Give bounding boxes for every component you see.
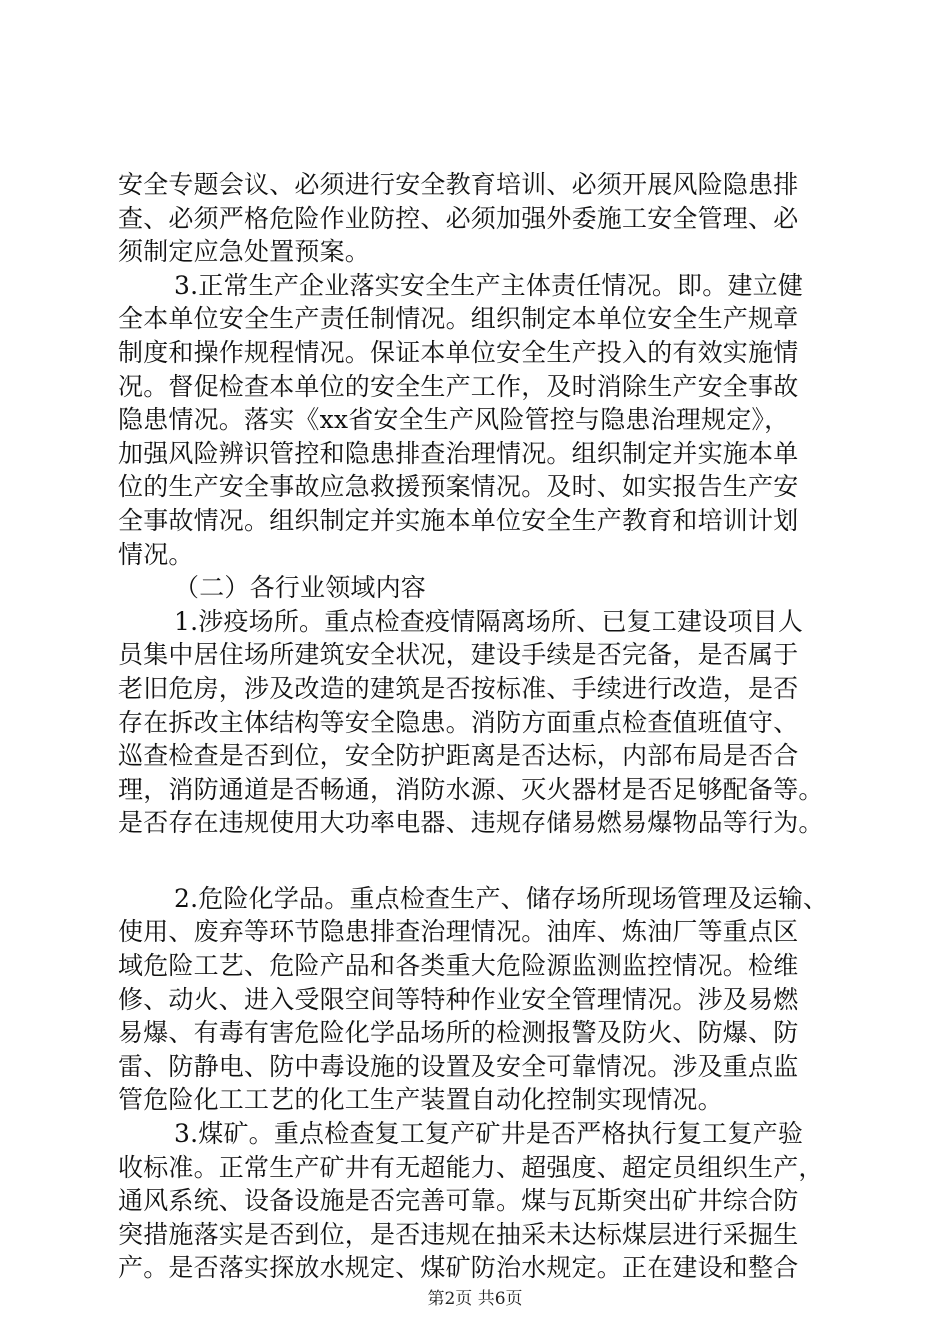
text-line: 修、动火、进入受限空间等特种作业安全管理情况。涉及易燃 [118, 984, 799, 1014]
text-line: 隐患情况。落实《xx省安全生产风险管控与隐患治理规定》， [118, 405, 790, 435]
text-line: 产。是否落实探放水规定、煤矿防治水规定。正在建设和整合 [118, 1253, 799, 1283]
text-line: 域危险工艺、危险产品和各类重大危险源监测监控情况。检维 [118, 951, 799, 981]
text-line: 况。督促检查本单位的安全生产工作，及时消除生产安全事故 [118, 371, 799, 401]
text-line: 3.正常生产企业落实安全生产主体责任情况。即。建立健 [174, 270, 804, 300]
text-line: 须制定应急处置预案。 [118, 237, 371, 267]
paragraph-gap [118, 840, 834, 882]
text-line: 雷、防静电、防中毒设施的设置及安全可靠情况。涉及重点监 [118, 1051, 799, 1081]
text-line: 巡查检查是否到位，安全防护距离是否达标，内部布局是否合 [118, 741, 799, 771]
text-line: 情况。 [118, 539, 194, 569]
text-line: 2.危险化学品。重点检查生产、储存场所现场管理及运输、 [174, 883, 829, 913]
text-line: 管危险化工工艺的化工生产装置自动化控制实现情况。 [118, 1085, 723, 1115]
text-line: 易爆、有毒有害危险化学品场所的检测报警及防火、防爆、防 [118, 1018, 799, 1048]
text-line: 通风系统、设备设施是否完善可靠。煤与瓦斯突出矿井综合防 [118, 1186, 799, 1216]
text-line: 是否存在违规使用大功率电器、违规存储易燃易爆物品等行为。 [118, 808, 824, 838]
text-line: 收标准。正常生产矿井有无超能力、超强度、超定员组织生产， [118, 1152, 824, 1182]
text-line: 全事故情况。组织制定并实施本单位安全生产教育和培训计划 [118, 505, 799, 535]
text-line: 3.煤矿。重点检查复工复产矿井是否严格执行复工复产验 [174, 1119, 804, 1149]
text-line: 加强风险辨识管控和隐患排查治理情况。组织制定并实施本单 [118, 438, 799, 468]
text-line: 员集中居住场所建筑安全状况，建设手续是否完备，是否属于 [118, 640, 799, 670]
text-line: 老旧危房，涉及改造的建筑是否按标准、手续进行改造，是否 [118, 673, 799, 703]
text-line: （二）各行业领域内容 [174, 573, 427, 603]
text-line: 查、必须严格危险作业防控、必须加强外委施工安全管理、必 [118, 203, 799, 233]
text-line: 使用、废弃等环节隐患排查治理情况。油库、炼油厂等重点区 [118, 917, 799, 947]
document-body [118, 168, 834, 1285]
page-footer: 第2页 共6页 [427, 1289, 523, 1309]
text-line: 1.涉疫场所。重点检查疫情隔离场所、已复工建设项目人 [174, 606, 804, 636]
text-line: 安全专题会议、必须进行安全教育培训、必须开展风险隐患排 [118, 170, 799, 199]
text-line: 存在拆改主体结构等安全隐患。消防方面重点检查值班值守、 [118, 707, 799, 737]
text-line: 制度和操作规程情况。保证本单位安全生产投入的有效实施情 [118, 337, 799, 367]
text-line: 全本单位安全生产责任制情况。组织制定本单位安全生产规章 [118, 304, 799, 334]
text-line: 突措施落实是否到位，是否违规在抽采未达标煤层进行采掘生 [118, 1219, 799, 1249]
text-line: 理，消防通道是否畅通，消防水源、灭火器材是否足够配备等。 [118, 774, 824, 804]
text-line: 位的生产安全事故应急救援预案情况。及时、如实报告生产安 [118, 472, 799, 502]
